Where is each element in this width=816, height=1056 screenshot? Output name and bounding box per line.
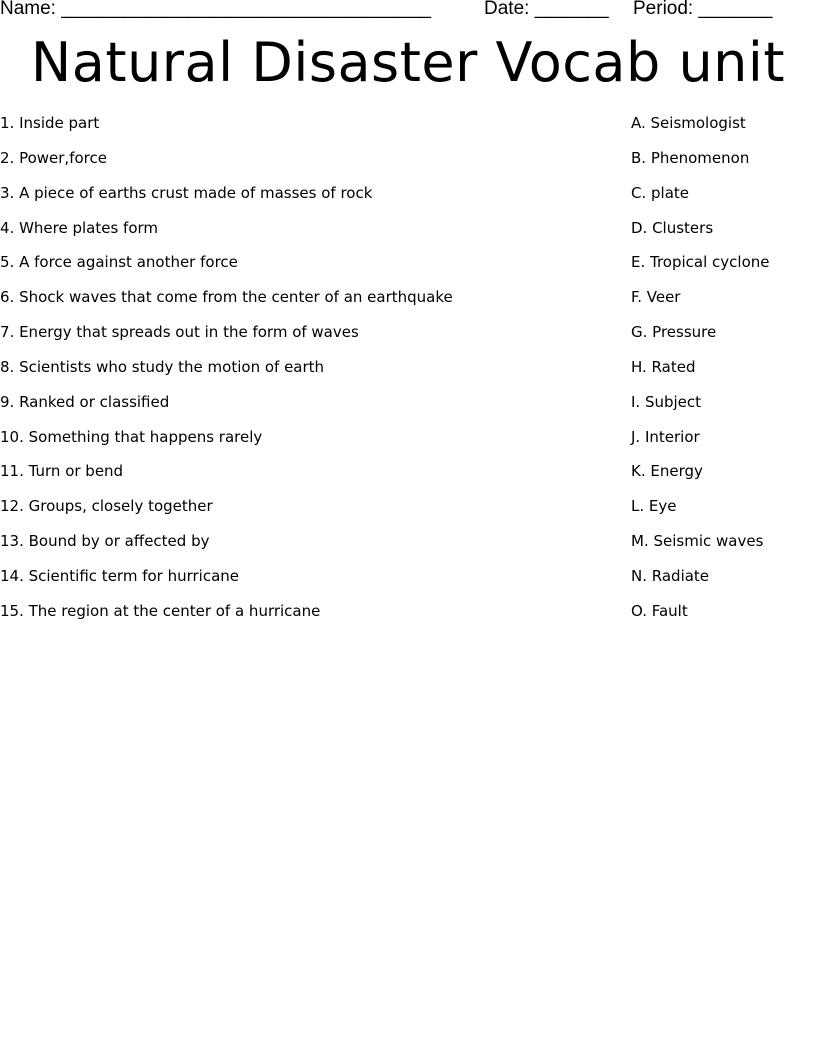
answer-item: E. Tropical cyclone — [631, 253, 770, 272]
name-field[interactable]: Name: ___________________________________ — [0, 0, 432, 19]
matching-row — [0, 391, 816, 426]
clue-item: 7. Energy that spreads out in the form of waves — [0, 323, 359, 342]
matching-row — [0, 426, 816, 461]
matching-row — [0, 495, 816, 530]
answer-item: D. Clusters — [631, 218, 714, 237]
matching-row — [0, 147, 816, 182]
matching-row — [0, 356, 816, 391]
answer-item: N. Radiate — [631, 566, 710, 585]
matching-row — [0, 321, 816, 356]
clue-item: 11. Turn or bend — [0, 462, 124, 481]
clue-item: 13. Bound by or affected by — [0, 532, 210, 551]
matching-row — [0, 182, 816, 217]
clue-item: 10. Something that happens rarely — [0, 427, 263, 446]
answer-item: K. Energy — [631, 462, 703, 481]
answer-item: B. Phenomenon — [631, 148, 750, 167]
answer-item: H. Rated — [631, 357, 696, 376]
answer-item: F. Veer — [631, 288, 681, 307]
clue-item: 5. A force against another force — [0, 253, 238, 272]
answer-item: A. Seismologist — [631, 114, 746, 132]
clue-item: 3. A piece of earths crust made of masses of rock — [0, 183, 373, 202]
matching-row — [0, 530, 816, 565]
clue-item: 2. Power,force — [0, 148, 107, 167]
answer-item: M. Seismic waves — [631, 532, 764, 551]
answer-item: O. Fault — [631, 601, 688, 620]
matching-list — [0, 112, 816, 635]
matching-row — [0, 112, 816, 147]
answer-item: J. Interior — [631, 427, 700, 446]
clue-item: 8. Scientists who study the motion of earth — [0, 357, 325, 376]
clue-item: 6. Shock waves that come from the center of an earthquake — [0, 288, 453, 307]
answer-item: I. Subject — [631, 392, 702, 411]
period-field[interactable]: Period: _______ — [633, 0, 773, 19]
worksheet-header — [0, 0, 816, 24]
clue-item: 15. The region at the center of a hurricane — [0, 601, 321, 620]
date-field[interactable]: Date: _______ — [484, 0, 609, 19]
matching-row — [0, 565, 816, 600]
clue-item: 4. Where plates form — [0, 218, 159, 237]
clue-item: 14. Scientific term for hurricane — [0, 566, 240, 585]
answer-item: C. plate — [631, 183, 690, 202]
matching-row — [0, 286, 816, 321]
clue-item: 12. Groups, closely together — [0, 497, 213, 516]
matching-row — [0, 460, 816, 495]
clue-item: 1. Inside part — [0, 114, 100, 132]
answer-item: L. Eye — [631, 497, 677, 516]
worksheet-title: Natural Disaster Vocab unit — [30, 31, 786, 94]
clue-item: 9. Ranked or classified — [0, 392, 170, 411]
matching-row — [0, 600, 816, 635]
matching-row — [0, 217, 816, 252]
matching-row — [0, 251, 816, 286]
answer-item: G. Pressure — [631, 323, 717, 342]
